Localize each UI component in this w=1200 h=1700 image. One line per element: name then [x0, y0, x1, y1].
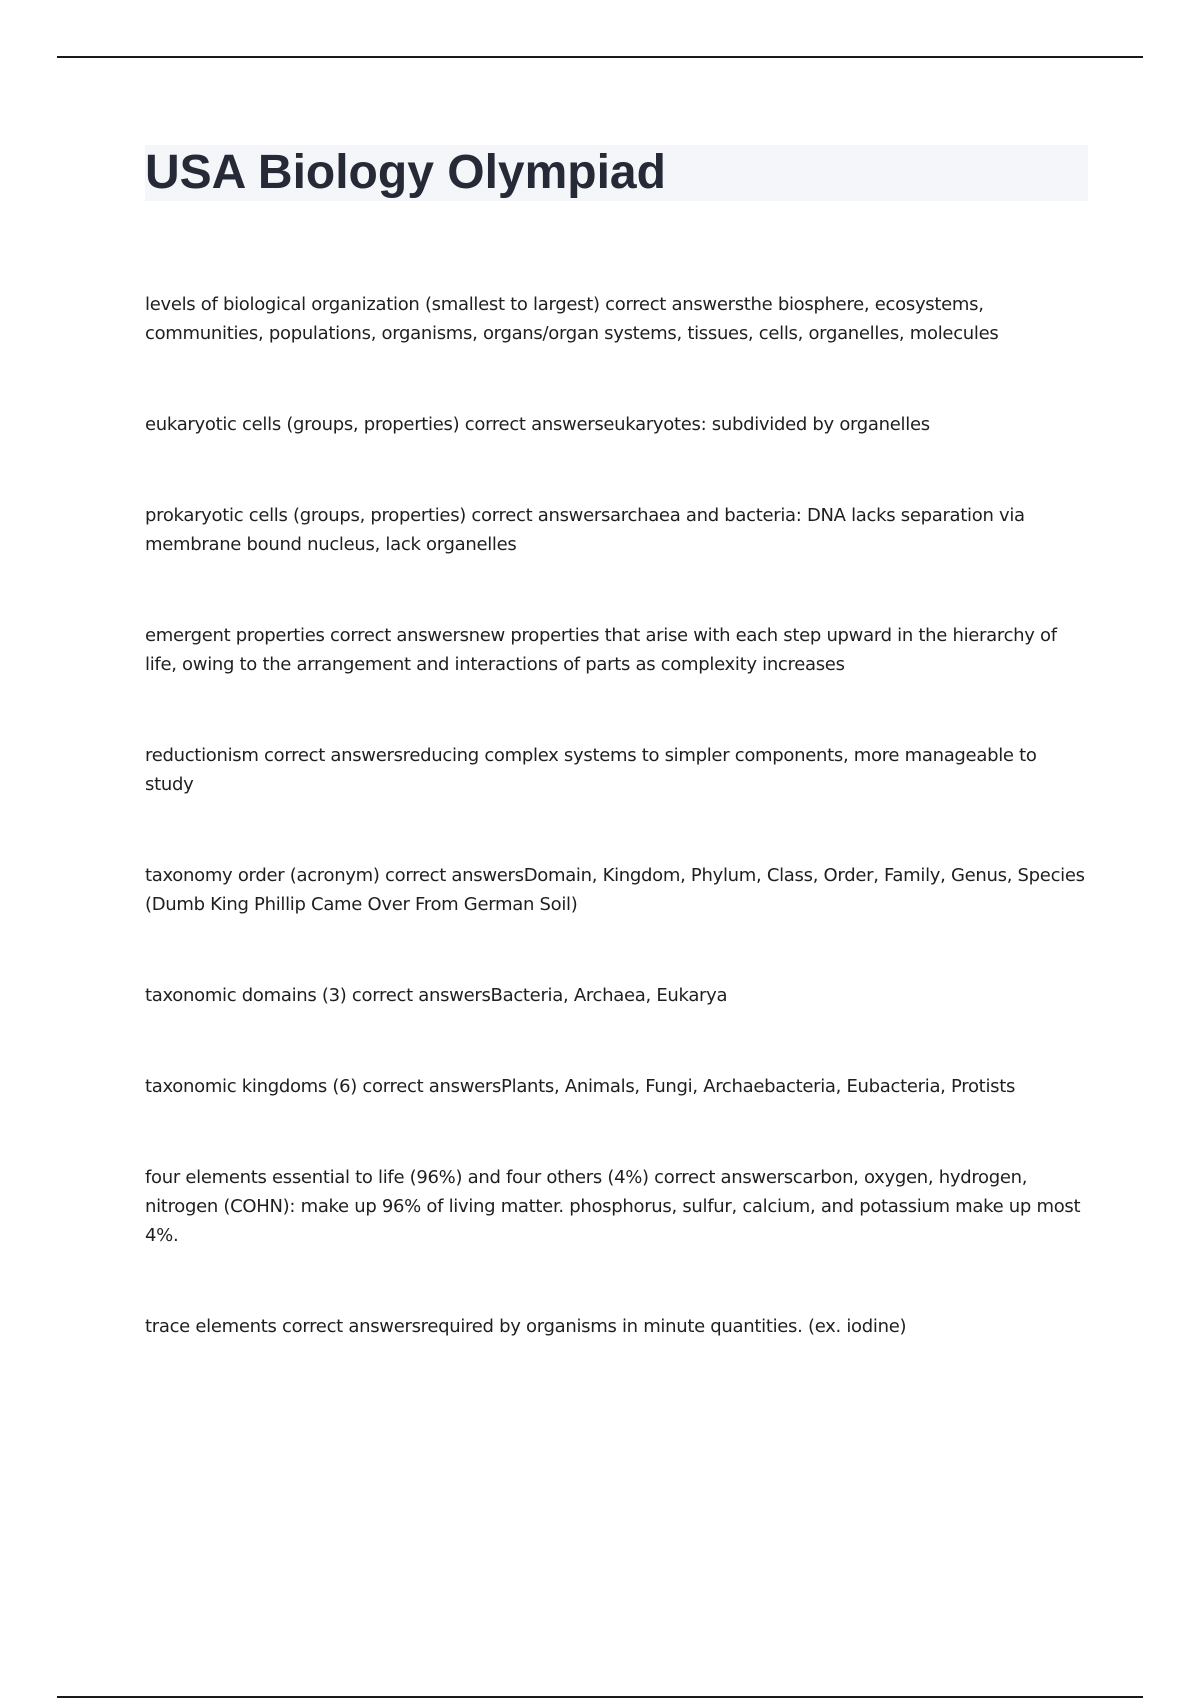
bottom-rule	[57, 1696, 1143, 1698]
flashcard-entry-8: taxonomic kingdoms (6) correct answersPlants, Animals, Fungi, Archaebacteria, Eubacteria, Protists	[145, 1076, 1016, 1097]
flashcard-entry-4: emergent properties correct answersnew properties that arise with each step upward in the hierarchy of life, owing to the arrangement and interactions of parts as complexity increases	[145, 625, 1057, 675]
flashcard-entry-10: trace elements correct answersrequired by organisms in minute quantities. (ex. iodine)	[145, 1316, 907, 1337]
flashcard-entry-2: eukaryotic cells (groups, properties) correct answerseukaryotes: subdivided by organelles	[145, 414, 930, 435]
flashcard-entry-7: taxonomic domains (3) correct answersBacteria, Archaea, Eukarya	[145, 985, 728, 1006]
flashcard-entry-9: four elements essential to life (96%) and four others (4%) correct answerscarbon, oxygen, hydrogen, nitrogen (COHN): make up 96% of living matter. phosphorus, sulfur, calcium, and potassium make up most 4%.	[145, 1167, 1081, 1246]
flashcard-entry-6: taxonomy order (acronym) correct answersDomain, Kingdom, Phylum, Class, Order, Family, Genus, Species (Dumb King Phillip Came Over From German Soil)	[145, 865, 1085, 915]
top-rule	[57, 56, 1143, 58]
flashcard-list	[145, 290, 1090, 1341]
flashcard-entry-1: levels of biological organization (smallest to largest) correct answersthe biosphere, ecosystems, communities, populations, organisms, organs/organ systems, tissues, cells, organelles, molecules	[145, 294, 999, 344]
page-title: USA Biology Olympiad	[145, 146, 666, 199]
flashcard-entry-3: prokaryotic cells (groups, properties) correct answersarchaea and bacteria: DNA lacks separation via membrane bound nucleus, lack organelles	[145, 505, 1025, 555]
flashcard-entry-5: reductionism correct answersreducing complex systems to simpler components, more manageable to study	[145, 745, 1037, 795]
